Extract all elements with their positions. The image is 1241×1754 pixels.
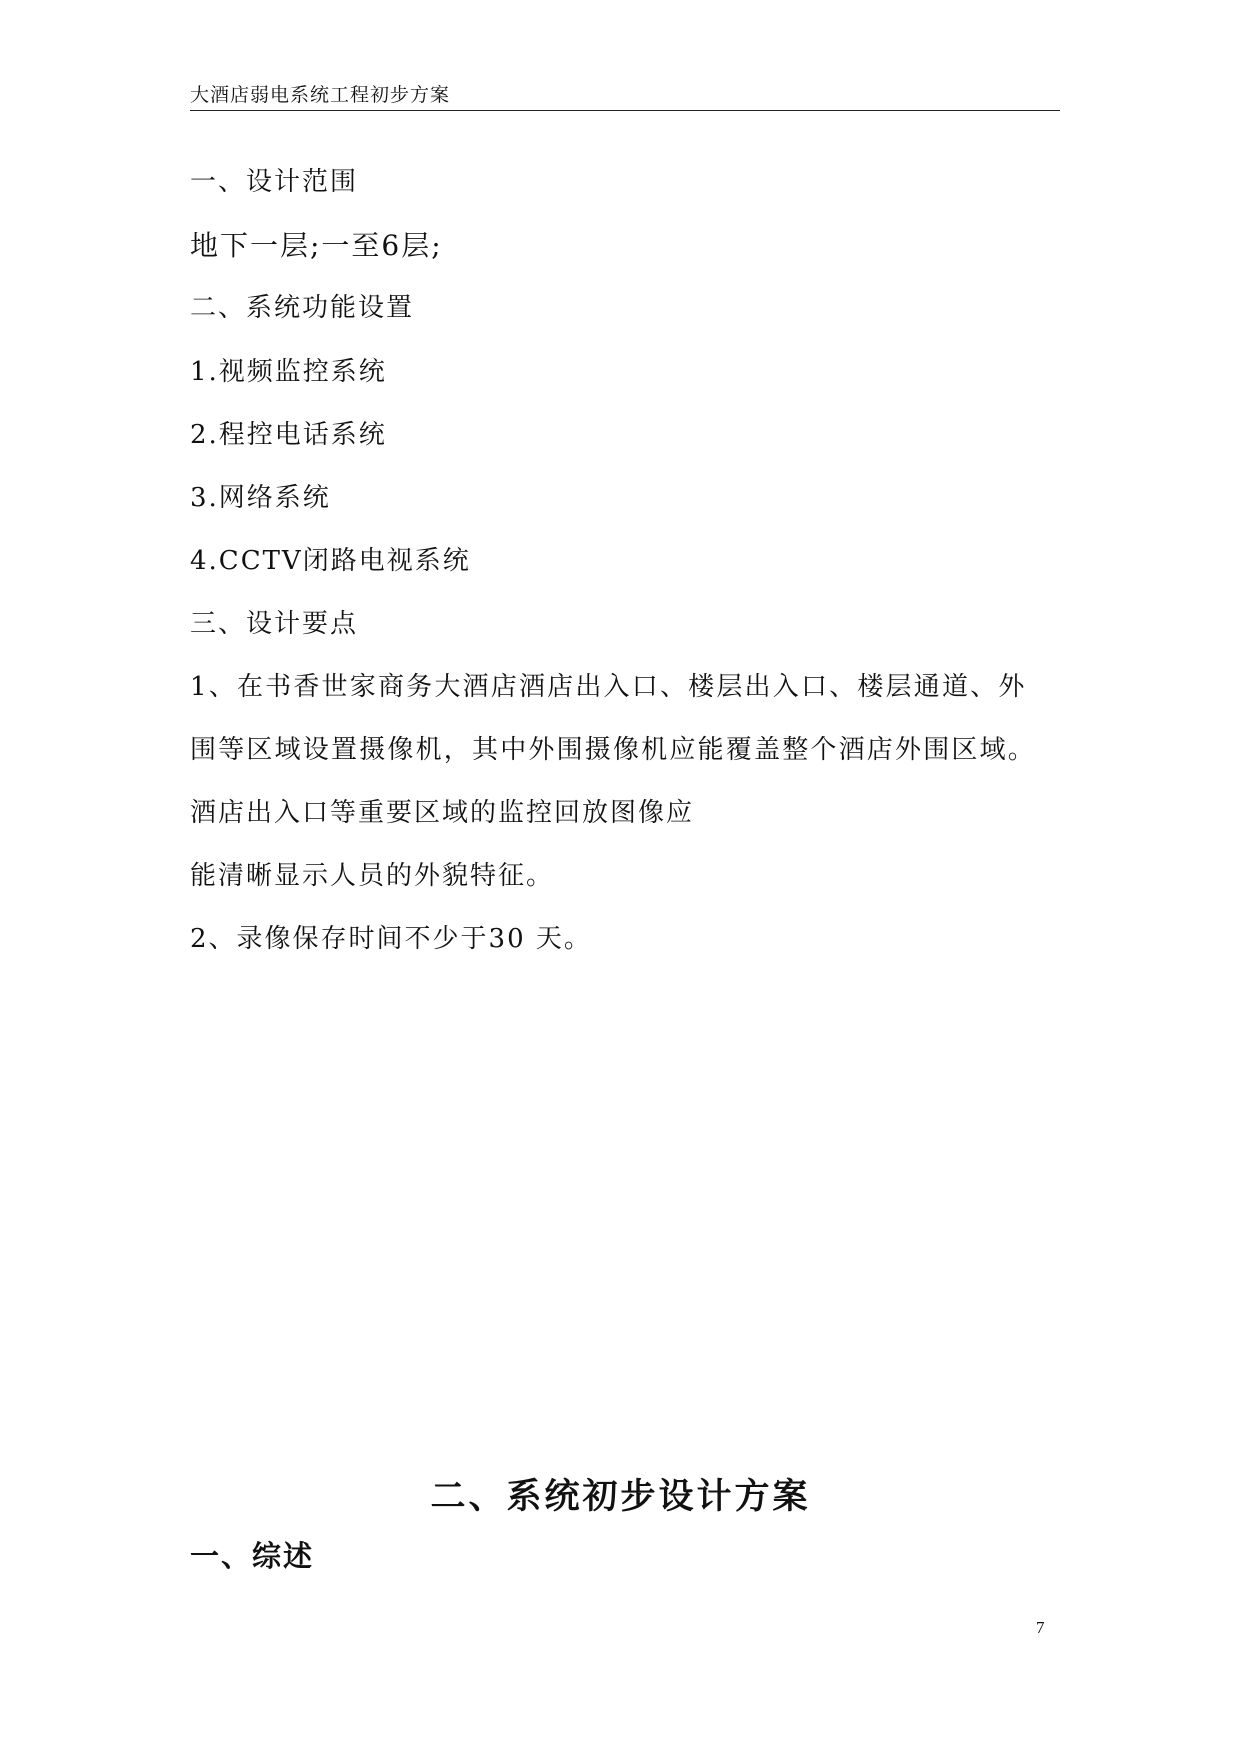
section-subtitle-overview: 一、综述 xyxy=(190,1539,315,1573)
design-point-1-line-1: 1、在书香世家商务大酒店酒店出入口、楼层出入口、楼层通道、外 xyxy=(190,672,1027,702)
chapter-title: 二、系统初步设计方案 xyxy=(430,1476,811,1517)
design-point-2: 2、录像保存时间不少于30 天。 xyxy=(190,924,592,954)
header-title: 大酒店弱电系统工程初步方案 xyxy=(190,84,451,106)
page-number: 7 xyxy=(1036,1618,1045,1637)
section-heading-design-points: 三、设计要点 xyxy=(190,609,359,639)
list-item-cctv-system: 4.CCTV闭路电视系统 xyxy=(190,546,471,576)
design-point-1-line-4: 能清晰显示人员的外貌特征。 xyxy=(190,861,555,891)
page-header xyxy=(190,84,1060,111)
list-item-network-system: 3.网络系统 xyxy=(190,483,331,513)
section-heading-system-functions: 二、系统功能设置 xyxy=(190,293,415,323)
scope-floors: 地下一层;一至6层; xyxy=(190,229,443,262)
design-point-1-line-3: 酒店出入口等重要区域的监控回放图像应 xyxy=(190,798,695,828)
list-item-video-surveillance: 1.视频监控系统 xyxy=(190,357,387,387)
section-heading-design-scope: 一、设计范围 xyxy=(190,167,359,197)
design-point-1-line-2: 围等区域设置摄像机，其中外围摄像机应能覆盖整个酒店外围区域。 xyxy=(190,735,1037,765)
list-item-telephone-system: 2.程控电话系统 xyxy=(190,420,387,450)
